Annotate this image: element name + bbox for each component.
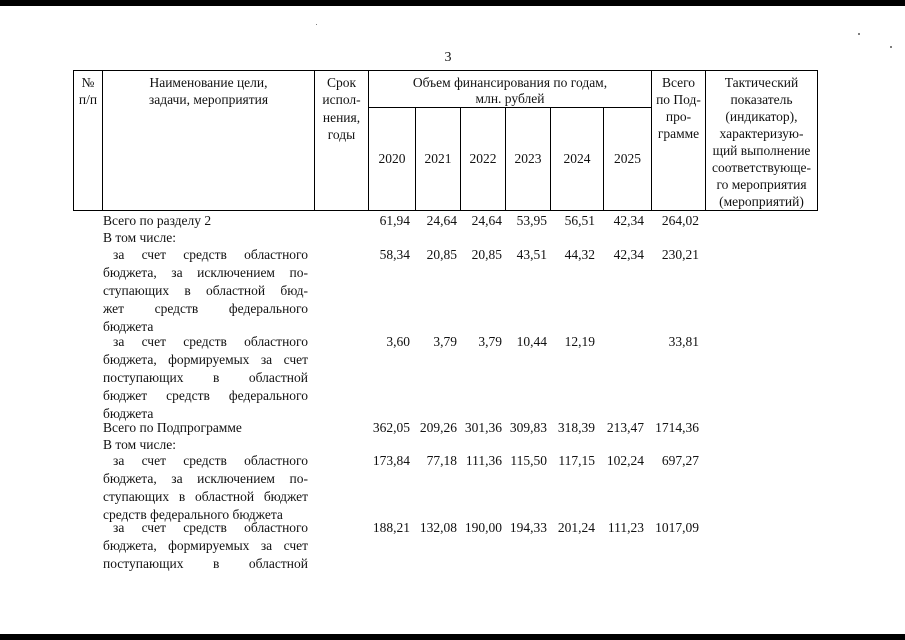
label-line: ступающих в областной бюд- [103, 283, 308, 298]
label-line: за счет средств областного [113, 247, 308, 262]
header-indicator: соответствующе- [711, 160, 812, 175]
header-year: 2020 [378, 151, 406, 166]
header-year: 2024 [563, 151, 591, 166]
table-cell: 194,33 [509, 520, 547, 535]
table-cell: 301,36 [464, 420, 502, 435]
label-line: поступающих в областной [103, 370, 308, 385]
header-year: 2023 [514, 151, 542, 166]
top-border [0, 0, 905, 6]
header-term: нения, [322, 110, 361, 125]
table-cell-total: 1017,09 [655, 520, 699, 535]
label-line: жет средств федерального [103, 301, 308, 316]
header-indicator: характеризую- [719, 126, 804, 141]
header-top-line [73, 70, 818, 71]
table-cell: 213,47 [606, 420, 644, 435]
header-funding-unit: млн. рублей [475, 91, 545, 106]
col-line [817, 70, 818, 211]
header-total: грамме [657, 126, 700, 141]
table-row-label-cont [103, 351, 308, 423]
header-num-sub: п/п [78, 92, 98, 107]
label-line: ступающих в областной бюджет [103, 489, 308, 504]
table-cell: 117,15 [558, 453, 595, 468]
label-line: за счет средств областного [113, 334, 308, 349]
table-cell: 318,39 [557, 420, 595, 435]
label-line: бюджета, за исключением по- [103, 265, 308, 280]
table-row-label-cont [103, 470, 308, 524]
table-row-label: Всего по Подпрограмме [103, 420, 242, 435]
table-cell: 43,51 [516, 247, 547, 262]
header-year: 2025 [614, 151, 641, 166]
table-row-label [103, 333, 308, 351]
header-term: годы [327, 127, 356, 142]
table-cell: 42,34 [613, 247, 644, 262]
scan-speck [858, 33, 860, 35]
table-cell: 115,50 [510, 453, 547, 468]
table-cell: 24,64 [471, 213, 502, 228]
label-line: за счет средств областного [113, 453, 308, 468]
header-indicator: щий выполнение [712, 143, 811, 158]
label-line: бюджета [103, 319, 154, 334]
table-cell: 201,24 [557, 520, 595, 535]
label-line: бюджета, за исключением по- [103, 471, 308, 486]
table-cell: 58,34 [379, 247, 410, 262]
header-total: по Под- [656, 92, 701, 107]
table-cell: 42,34 [613, 213, 644, 228]
table-cell-total: 230,21 [661, 247, 699, 262]
table-cell: 3,79 [478, 334, 502, 349]
table-cell: 190,00 [464, 520, 502, 535]
header-term: испол- [322, 92, 361, 107]
table-cell: 24,64 [426, 213, 457, 228]
header-name-sub: задачи, мероприятия [148, 92, 269, 107]
label-line: поступающих в областной [103, 556, 308, 571]
table-cell: 209,26 [419, 420, 457, 435]
label-line: средств федерального бюджета [103, 507, 283, 522]
table-row-label: В том числе: [103, 437, 176, 452]
table-cell: 10,44 [516, 334, 547, 349]
header-total: про- [665, 109, 692, 124]
label-line: за счет средств областного [113, 520, 308, 535]
table-cell: 56,51 [564, 213, 595, 228]
header-name: Наименование цели, [149, 75, 268, 90]
page-number: 3 [444, 50, 452, 65]
table-cell: 188,21 [372, 520, 410, 535]
table-cell: 309,83 [509, 420, 547, 435]
table-cell: 77,18 [426, 453, 457, 468]
table-cell: 61,94 [379, 213, 410, 228]
table-cell: 111,36 [465, 453, 502, 468]
label-line: бюджет средств федерального [103, 388, 308, 403]
bottom-border [0, 634, 905, 640]
table-row-label: В том числе: [103, 230, 176, 245]
header-indicator: Тактический [724, 75, 799, 90]
label-line: бюджета, формируемых за счет [103, 352, 308, 367]
scan-speck [316, 24, 317, 25]
table-cell: 53,95 [516, 213, 547, 228]
table-cell: 44,32 [564, 247, 595, 262]
header-funding: Объем финансирования по годам, [412, 75, 608, 90]
label-line: бюджета [103, 406, 154, 421]
header-year: 2021 [424, 151, 452, 166]
table-cell: 111,23 [607, 520, 644, 535]
table-row-label [103, 246, 308, 264]
table-cell-total: 264,02 [661, 213, 699, 228]
table-row-label-cont [103, 264, 308, 336]
header-indicator: го мероприятия [716, 177, 807, 192]
table-row-label: Всего по разделу 2 [103, 213, 212, 228]
table-cell: 102,24 [606, 453, 644, 468]
table-cell: 132,08 [419, 520, 457, 535]
table-cell-total: 33,81 [668, 334, 699, 349]
table-cell: 12,19 [564, 334, 595, 349]
table-cell: 20,85 [471, 247, 502, 262]
header-indicator: (мероприятий) [719, 194, 804, 209]
header-num: № [81, 75, 95, 90]
table-row-label-cont [103, 537, 308, 573]
table-cell: 173,84 [372, 453, 410, 468]
table-cell-total: 1714,36 [655, 420, 699, 435]
header-term: Срок [326, 75, 357, 90]
scan-speck [890, 46, 892, 48]
table-cell-total: 697,27 [661, 453, 699, 468]
header-indicator: (индикатор), [725, 109, 798, 124]
table-cell: 3,60 [386, 334, 410, 349]
table-cell: 362,05 [372, 420, 410, 435]
table-row-label [103, 519, 308, 537]
header-indicator: показатель [730, 92, 793, 107]
table-row-label [103, 452, 308, 470]
table-cell: 20,85 [426, 247, 457, 262]
label-line: бюджета, формируемых за счет [103, 538, 308, 553]
header-total: Всего [661, 75, 696, 90]
header-year: 2022 [469, 151, 497, 166]
table-cell: 3,79 [433, 334, 457, 349]
